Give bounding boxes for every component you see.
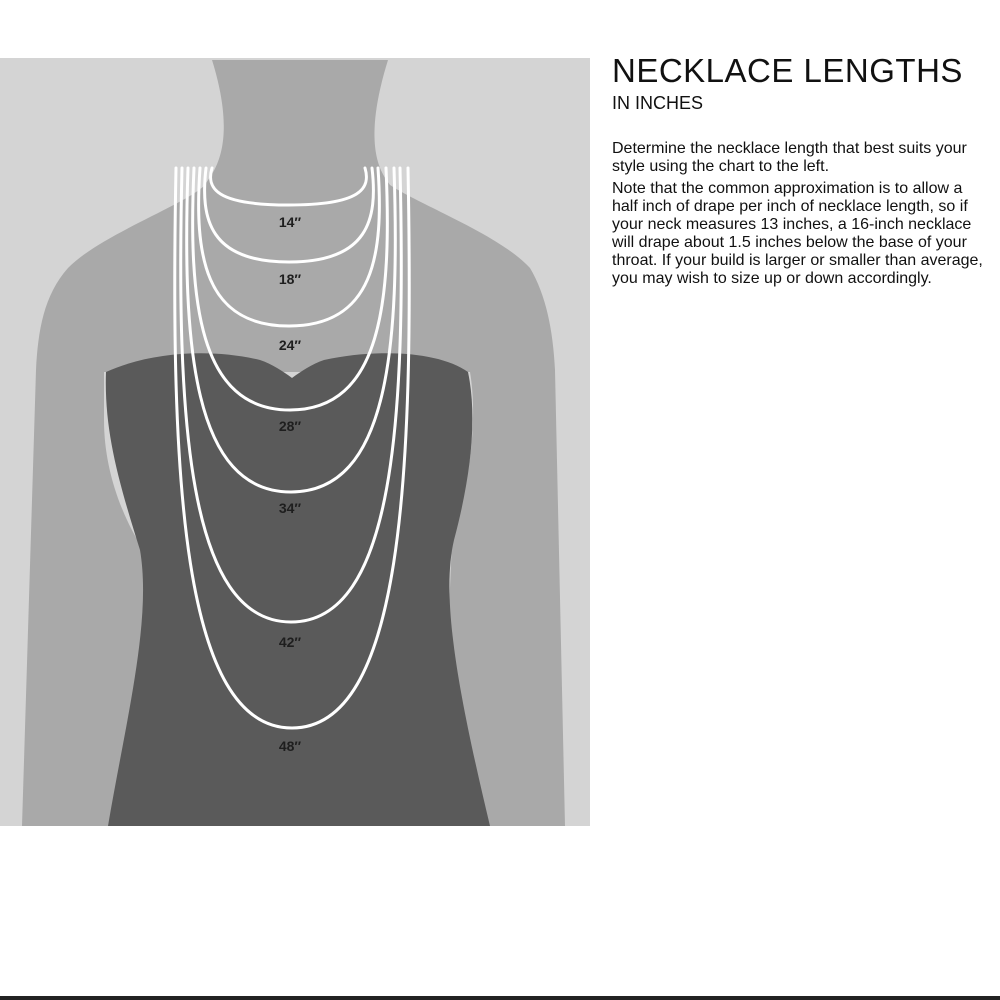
intro-paragraph: Determine the necklace length that best suits your style using the chart to the left.: [612, 140, 967, 175]
length-label-48: 48″: [278, 738, 302, 754]
bottom-divider: [0, 996, 1000, 1000]
length-label-24: 24″: [278, 337, 302, 353]
info-panel: [612, 52, 992, 288]
length-label-14: 14″: [278, 214, 302, 230]
length-label-34: 34″: [278, 500, 302, 516]
length-label-42: 42″: [278, 634, 302, 650]
page-subtitle: IN INCHES: [612, 93, 704, 113]
page-title: NECKLACE LENGTHS: [612, 52, 963, 89]
length-label-28: 28″: [278, 418, 302, 434]
drape-note-paragraph: Note that the common approximation is to allow a half inch of drape per inch of necklace length, so if your neck measures 13 inches, a 16-inch necklace will drape about 1.5 inches below the base of your throat. If your build is larger or smaller than average, you may wish to size up or down accordingly.: [612, 180, 983, 287]
length-label-18: 18″: [278, 271, 302, 287]
